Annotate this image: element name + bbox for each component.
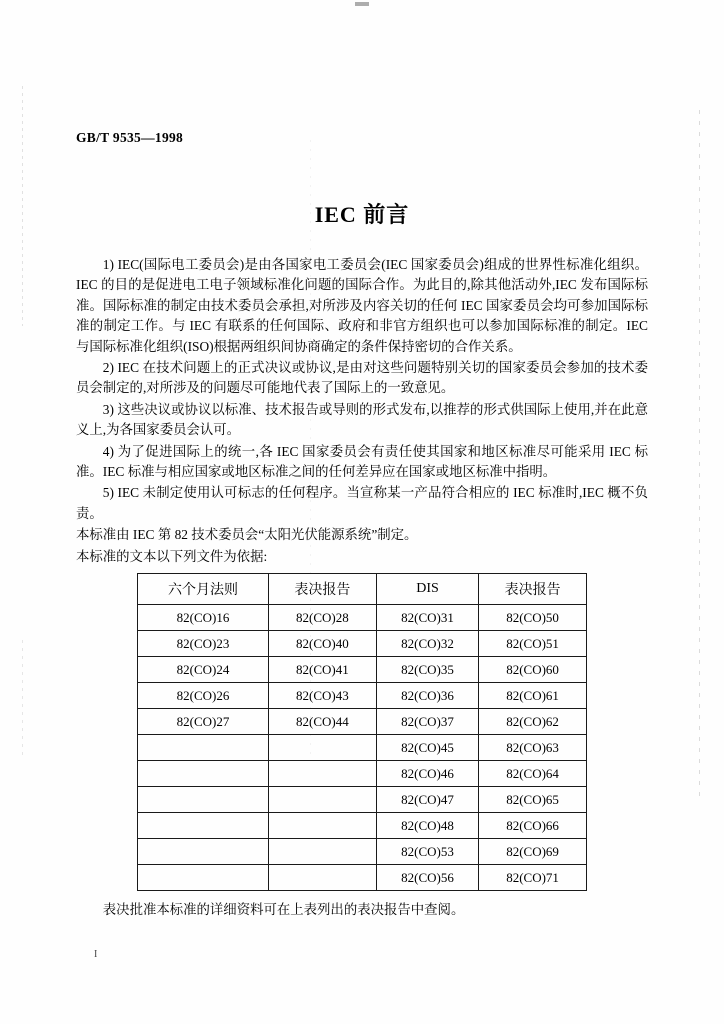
table-cell: 82(CO)26 — [138, 683, 269, 709]
table-note: 表决批准本标准的详细资料可在上表列出的表决报告中查阅。 — [102, 902, 465, 918]
table-row — [138, 787, 587, 813]
table-cell: 82(CO)71 — [479, 865, 587, 891]
scan-edge-artifact-right — [699, 110, 700, 800]
paragraph-5: 5) IEC 未制定使用认可标志的任何程序。当宣称某一产品符合相应的 IEC 标准时,IEC 概不负责。 — [76, 485, 648, 521]
table-cell: 82(CO)16 — [138, 605, 269, 631]
paragraph-3: 3) 这些决议或协议以标准、技术报告或导则的形式发布,以推荐的形式供国际上使用,并在此意义上,为各国家委员会认可。 — [76, 401, 648, 438]
table-cell: 82(CO)63 — [479, 735, 587, 761]
reference-documents-table-wrap — [76, 573, 648, 891]
table-row — [138, 839, 587, 865]
table-row — [138, 865, 587, 891]
paragraph-2: 2) IEC 在技术问题上的正式决议或协议,是由对这些问题特别关切的国家委员会参加的技术委员会制定的,对所涉及的问题尽可能地代表了国际上的一致意见。 — [76, 360, 648, 396]
table-cell: 82(CO)36 — [376, 683, 478, 709]
paragraph-7-basis-intro: 本标准的文本以下列文件为依据: — [76, 548, 268, 564]
table-cell: 82(CO)31 — [376, 605, 478, 631]
table-cell — [138, 735, 269, 761]
table-row — [138, 683, 587, 709]
table-cell: 82(CO)28 — [269, 605, 377, 631]
table-cell: 82(CO)40 — [269, 631, 377, 657]
column-header-six-month-rule: 六个月法则 — [138, 574, 269, 605]
table-cell: 82(CO)44 — [269, 709, 377, 735]
table-cell: 82(CO)23 — [138, 631, 269, 657]
table-cell: 82(CO)61 — [479, 683, 587, 709]
table-cell: 82(CO)60 — [479, 657, 587, 683]
table-cell — [269, 839, 377, 865]
table-cell: 82(CO)64 — [479, 761, 587, 787]
table-cell: 82(CO)37 — [376, 709, 478, 735]
table-cell — [269, 761, 377, 787]
table-cell: 82(CO)35 — [376, 657, 478, 683]
table-row — [138, 709, 587, 735]
column-header-dis: DIS — [376, 574, 478, 605]
table-cell — [138, 865, 269, 891]
scan-edge-artifact-left — [22, 86, 23, 326]
page-number: I — [94, 949, 98, 960]
table-cell: 82(CO)43 — [269, 683, 377, 709]
table-cell: 82(CO)47 — [376, 787, 478, 813]
table-row — [138, 631, 587, 657]
paragraph-6-committee: 本标准由 IEC 第 82 技术委员会“太阳光伏能源系统”制定。 — [76, 527, 418, 543]
page-content — [76, 0, 648, 920]
table-cell: 82(CO)24 — [138, 657, 269, 683]
table-row — [138, 735, 587, 761]
table-cell — [269, 813, 377, 839]
reference-documents-table — [137, 573, 587, 891]
table-cell: 82(CO)46 — [376, 761, 478, 787]
table-cell: 82(CO)66 — [479, 813, 587, 839]
table-cell: 82(CO)69 — [479, 839, 587, 865]
table-cell: 82(CO)32 — [376, 631, 478, 657]
table-head — [138, 574, 587, 605]
table-cell: 82(CO)45 — [376, 735, 478, 761]
paragraph-1: 1) IEC(国际电工委员会)是由各国家电工委员会(IEC 国家委员会)组成的世界性标准化组织。IEC 的目的是促进电工电子领域标准化问题的国际合作。为此目的,除其他活动外,IEC 发布国际标准。国际标准的制定由技术委员会承担,对所涉及内容关切的任何 IEC 国家委员会均可参加国际标准的制定工作。与 IEC 有联系的任何国际、政府和非官方组织也可以参加国际标准的制定。IEC 与国际标准化组织(ISO)根据两组织间协商确定的条件保持密切的合作关系。 — [76, 257, 648, 354]
table-cell: 82(CO)56 — [376, 865, 478, 891]
table-cell: 82(CO)51 — [479, 631, 587, 657]
table-header-row — [138, 574, 587, 605]
table-cell: 82(CO)48 — [376, 813, 478, 839]
page-title: IEC 前言 — [314, 202, 410, 227]
table-body — [138, 605, 587, 891]
table-cell — [138, 813, 269, 839]
table-cell — [269, 865, 377, 891]
table-row — [138, 813, 587, 839]
foreword-body — [76, 255, 648, 567]
table-cell — [138, 787, 269, 813]
table-cell: 82(CO)41 — [269, 657, 377, 683]
table-cell — [269, 787, 377, 813]
table-cell: 82(CO)65 — [479, 787, 587, 813]
table-cell: 82(CO)27 — [138, 709, 269, 735]
table-row — [138, 657, 587, 683]
table-cell: 82(CO)62 — [479, 709, 587, 735]
table-cell: 82(CO)50 — [479, 605, 587, 631]
column-header-voting-report-2: 表决报告 — [479, 574, 587, 605]
table-row — [138, 761, 587, 787]
table-row — [138, 605, 587, 631]
table-cell — [269, 735, 377, 761]
standard-number-header: GB/T 9535—1998 — [76, 130, 184, 145]
paragraph-4: 4) 为了促进国际上的统一,各 IEC 国家委员会有责任使其国家和地区标准尽可能采用 IEC 标准。IEC 标准与相应国家或地区标准之间的任何差异应在国家或地区标准中指明。 — [76, 443, 648, 480]
table-cell: 82(CO)53 — [376, 839, 478, 865]
table-cell — [138, 839, 269, 865]
column-header-voting-report-1: 表决报告 — [269, 574, 377, 605]
scan-edge-artifact-left-lower — [22, 640, 23, 760]
table-cell — [138, 761, 269, 787]
